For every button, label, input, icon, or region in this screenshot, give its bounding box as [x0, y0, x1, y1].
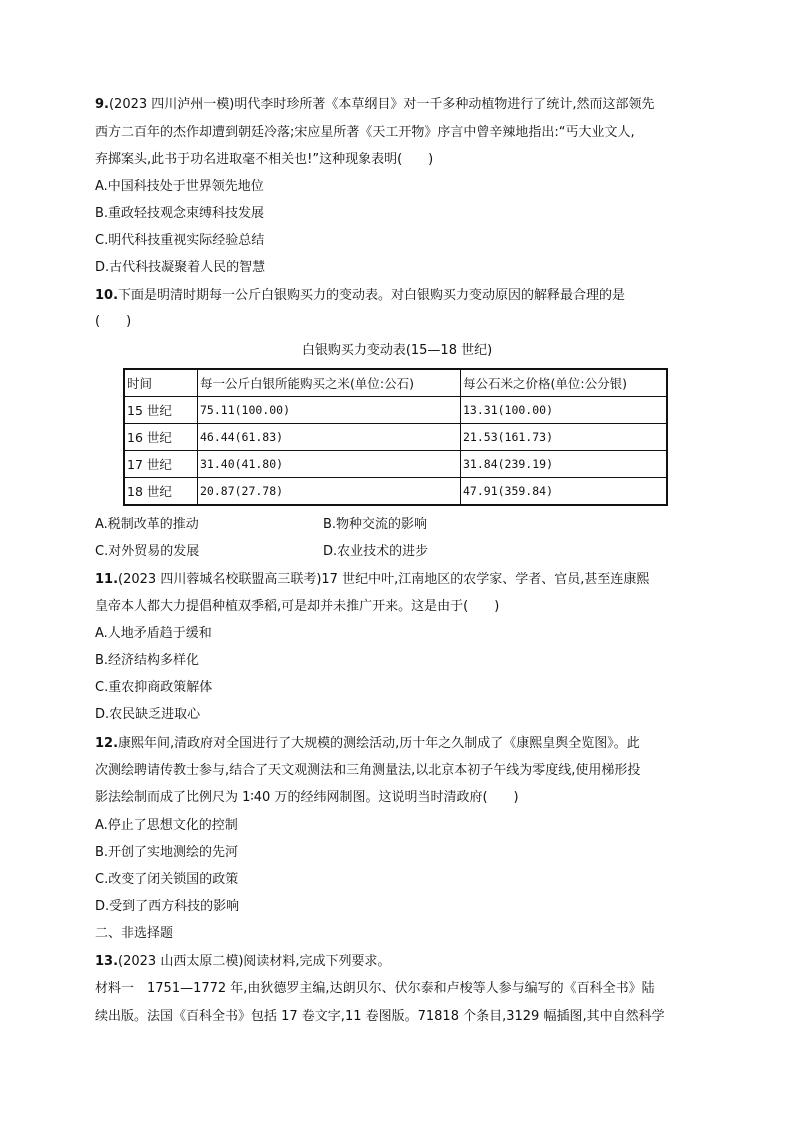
table-cell: 47.91(359.84): [461, 478, 668, 506]
q9-stem-line-2: 西方二百年的杰作却遭到朝廷冷落;宋应星所著《天工开物》序言中曾辛辣地指出:“丐大业文人,: [95, 125, 635, 140]
table-cell: 46.44(61.83): [198, 424, 461, 451]
q11-number: 11.: [95, 572, 119, 587]
table-cell: 20.87(27.78): [198, 478, 461, 506]
table-cell: 75.11(100.00): [198, 397, 461, 424]
q9-stem-line-3: 弃掷案头,此书于功名进取毫不相关也!”这种现象表明( ): [95, 152, 434, 167]
q12-stem-line-1: [95, 735, 640, 753]
q10-stem-line-2: ( ): [95, 314, 132, 329]
table-cell: 31.40(41.80): [198, 451, 461, 478]
table-cell: 13.31(100.00): [461, 397, 668, 424]
table-row: [124, 451, 667, 478]
table-header-cell: 每一公斤白银所能购买之米(单位:公石): [198, 369, 461, 397]
q11-option-c: C.重农抑商政策解体: [95, 680, 213, 695]
silver-purchasing-power-table: [123, 368, 668, 506]
table-caption: 白银购买力变动表(15—18 世纪): [301, 343, 493, 358]
table-cell: 21.53(161.73): [461, 424, 668, 451]
q12-stem-line-3: 影法绘制而成了比例尺为 1∶40 万的经纬网制图。这说明当时清政府( ): [95, 790, 519, 805]
q11-option-a: A.人地矛盾趋于缓和: [95, 626, 212, 641]
q12-option-d: D.受到了西方科技的影响: [95, 899, 240, 914]
table-row: [124, 397, 667, 424]
q9-option-d: D.古代科技凝聚着人民的智慧: [95, 260, 266, 275]
q9-option-a: A.中国科技处于世界领先地位: [95, 179, 264, 194]
q9-option-c: C.明代科技重视实际经验总结: [95, 233, 265, 248]
q12-stem-text-1: 康熙年间,清政府对全国进行了大规模的测绘活动,历十年之久制成了《康熙皇舆全览图》。此: [118, 736, 640, 751]
q12-option-b: B.开创了实地测绘的先河: [95, 845, 239, 860]
table-cell: 17 世纪: [124, 451, 198, 478]
q13-number: 13.: [95, 954, 119, 969]
q12-option-a: A.停止了思想文化的控制: [95, 818, 238, 833]
q9-stem-text-1: (2023 四川泸州一模)明代李时珍所著《本草纲目》对一千多种动植物进行了统计,然而这部领先: [108, 97, 655, 112]
section-title: 二、非选择题: [95, 926, 174, 941]
q12-stem-line-2: 次测绘聘请传教士参与,结合了天文观测法和三角测量法,以北京本初子午线为零度线,使用梯形投: [95, 763, 641, 778]
q9-option-b: B.重政轻技观念束缚科技发展: [95, 206, 265, 221]
q10-number: 10.: [95, 288, 119, 303]
table-header-row: [124, 369, 667, 397]
q12-option-c: C.改变了闭关锁国的政策: [95, 872, 239, 887]
q11-stem-text-1: (2023 四川蓉城名校联盟高三联考)17 世纪中叶,江南地区的农学家、学者、官员,甚至连康熙: [118, 572, 650, 587]
q11-stem-line-2: 皇帝本人都大力提倡种植双季稻,可是却并未推广开来。这是由于( ): [95, 599, 500, 614]
q13-material-line-2: 续出版。法国《百科全书》包括 17 卷文字,11 卷图版。71818 个条目,3129 幅插图,其中自然科学: [95, 1009, 665, 1024]
table-cell: 18 世纪: [124, 478, 198, 506]
q10-stem-text-1: 下面是明清时期每一公斤白银购买力的变动表。对白银购买力变动原因的解释最合理的是: [118, 288, 626, 303]
q10-option-c: C.对外贸易的发展: [95, 544, 200, 559]
table-header-cell: 时间: [124, 369, 198, 397]
table-row: [124, 478, 667, 506]
q10-option-b: B.物种交流的影响: [323, 517, 428, 532]
q10-option-d: D.农业技术的进步: [323, 544, 429, 559]
q11-stem-line-1: [95, 571, 649, 589]
table-cell: 31.84(239.19): [461, 451, 668, 478]
table-cell: 16 世纪: [124, 424, 198, 451]
q9-stem-line-1: [95, 96, 654, 114]
q11-option-d: D.农民缺乏进取心: [95, 707, 201, 722]
q13-stem-line-1: [95, 953, 391, 971]
q10-stem-line-1: [95, 287, 625, 305]
q13-material-line-1: 材料一 1751—1772 年,由狄德罗主编,达朗贝尔、伏尔泰和卢梭等人参与编写的《百科全书》陆: [95, 981, 655, 996]
q9-number: 9.: [95, 97, 109, 112]
q10-option-a: A.税制改革的推动: [95, 517, 199, 532]
table-cell: 15 世纪: [124, 397, 198, 424]
q12-number: 12.: [95, 736, 119, 751]
table-header-cell: 每公石米之价格(单位:公分银): [461, 369, 668, 397]
q13-stem-text-1: (2023 山西太原二模)阅读材料,完成下列要求。: [118, 954, 391, 969]
q11-option-b: B.经济结构多样化: [95, 653, 200, 668]
table-row: [124, 424, 667, 451]
